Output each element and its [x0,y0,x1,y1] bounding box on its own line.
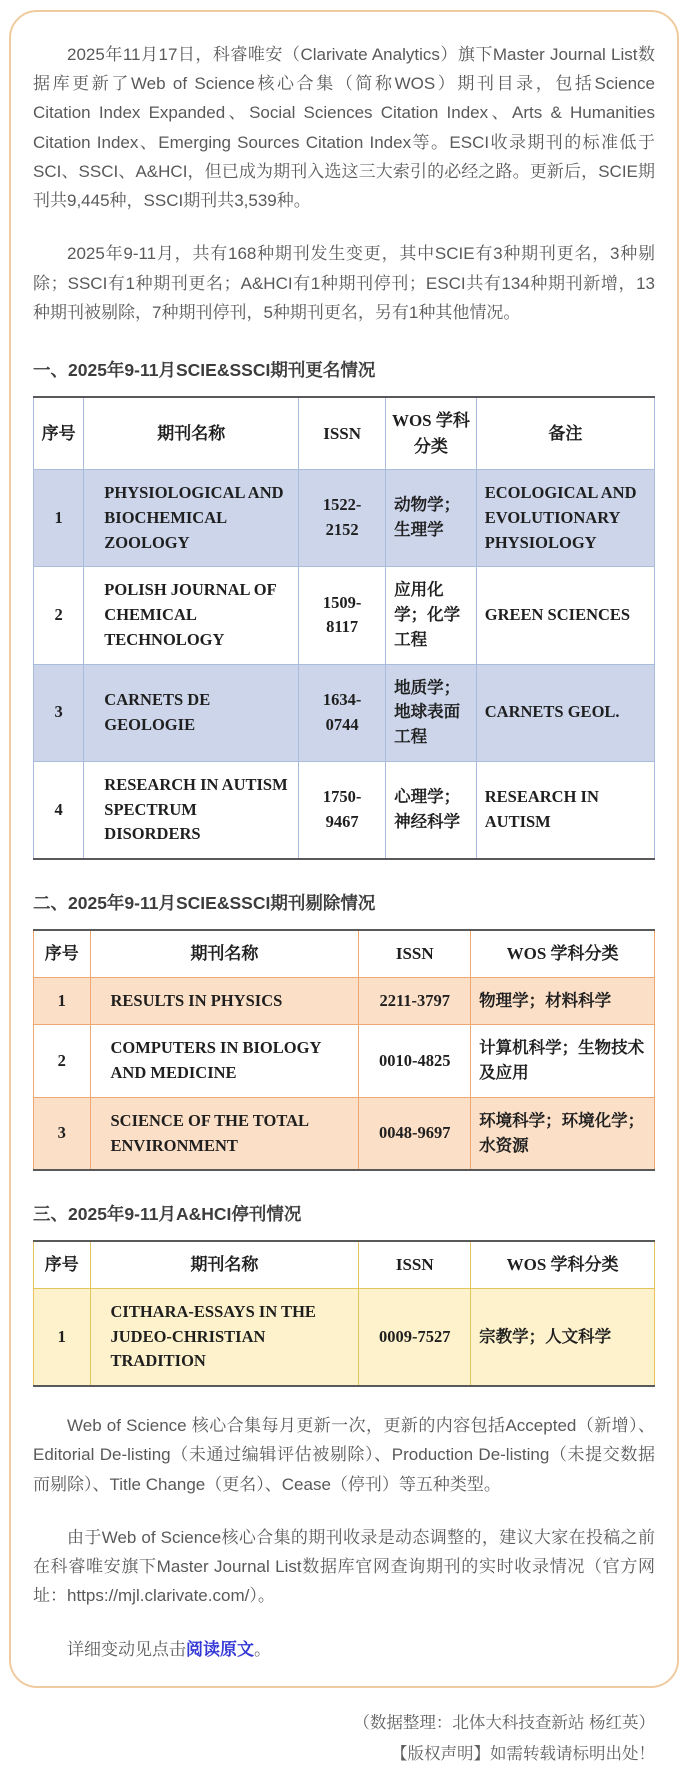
column-header: 序号 [34,930,91,977]
column-header: 序号 [34,1241,91,1288]
ceased-journals-table [33,1240,655,1387]
row-index: 2 [34,1025,91,1098]
section-delist [33,890,655,1171]
column-header: 期刊名称 [90,1241,359,1288]
footer-credit: （数据整理：北体大科技查新站 杨红英） [353,1713,655,1732]
header-row [34,1241,655,1288]
row-index: 1 [34,977,91,1025]
intro-paragraph-2: 2025年9-11月，共有168种期刊发生变更，其中SCIE有3种期刊更名，3种剔除；SSCI有1种期刊更名；A&HCI有1种期刊停刊；ESCI共有134种期刊新增，13种期刊被剔除，7种期刊停刊，5种期刊更名，另有1种其他情况。 [33,244,655,322]
column-header: 期刊名称 [84,397,299,470]
table-row [34,470,655,567]
issn: 1522-2152 [299,470,386,567]
rename-journals-table [33,396,655,860]
remark: RESEARCH IN AUTISM [476,761,654,859]
wos-category: 宗教学；人文科学 [471,1288,655,1386]
table-row [34,977,655,1025]
table-row [34,1025,655,1098]
column-header: WOS 学科分类 [386,397,477,470]
journal-name: RESEARCH IN AUTISM SPECTRUM DISORDERS [84,761,299,859]
journal-name: COMPUTERS IN BIOLOGY AND MEDICINE [90,1025,359,1098]
row-index: 3 [34,664,84,761]
wos-category: 动物学；生理学 [386,470,477,567]
read-more-suffix: 。 [254,1639,271,1659]
table-row [34,761,655,859]
issn: 0010-4825 [359,1025,471,1098]
journal-name: RESULTS IN PHYSICS [90,977,359,1025]
issn: 2211-3797 [359,977,471,1025]
remark: ECOLOGICAL AND EVOLUTIONARY PHYSIOLOGY [476,470,654,567]
read-original-link[interactable]: 阅读原文 [186,1639,254,1659]
section-3-heading: 三、2025年9-11月A&HCI停刊情况 [33,1204,302,1225]
journal-name: POLISH JOURNAL OF CHEMICAL TECHNOLOGY [84,567,299,664]
journal-name: CITHARA-ESSAYS IN THE JUDEO-CHRISTIAN TRADITION [90,1288,359,1386]
wos-category: 心理学；神经科学 [386,761,477,859]
row-index: 1 [34,1288,91,1386]
column-header: ISSN [359,1241,471,1288]
section-1-heading: 一、2025年9-11月SCIE&SSCI期刊更名情况 [33,360,376,381]
wos-category: 计算机科学；生物技术及应用 [471,1025,655,1098]
issn: 1750-9467 [299,761,386,859]
section-ceased [33,1201,655,1387]
row-index: 4 [34,761,84,859]
journal-name: SCIENCE OF THE TOTAL ENVIRONMENT [90,1097,359,1170]
wos-category: 地质学；地球表面工程 [386,664,477,761]
journal-name: CARNETS DE GEOLOGIE [84,664,299,761]
issn: 1634-0744 [299,664,386,761]
wos-category: 应用化学；化学工程 [386,567,477,664]
journal-name: PHYSIOLOGICAL AND BIOCHEMICAL ZOOLOGY [84,470,299,567]
intro-paragraph-1: 2025年11月17日，科睿唯安（Clarivate Analytics）旗下Master Journal List数据库更新了Web of Science核心合集（简称WOS）期刊目录，包括Science Citation Index Expanded、Social Sciences Citation Index、Arts & Humanities Citation Index、Emerging Sources Citation Index等。ESCI收录期刊的标准低于SCI、SSCI、A&HCI，但已成为期刊入选这三大索引的必经之路。更新后，SCIE期刊共9,445种，SSCI期刊共3,539种。 [33,45,655,211]
issn: 0048-9697 [359,1097,471,1170]
column-header: 期刊名称 [90,930,359,977]
issn: 1509-8117 [299,567,386,664]
article-card [9,10,679,1764]
delisted-journals-table [33,929,655,1171]
row-index: 3 [34,1097,91,1170]
table-row [34,664,655,761]
column-header: ISSN [359,930,471,977]
table-row [34,567,655,664]
table-row [34,1097,655,1170]
column-header: 备注 [476,397,654,470]
header-row [34,397,655,470]
article-footer [33,1708,655,1770]
column-header: ISSN [299,397,386,470]
closing-paragraph-1: Web of Science 核心合集每月更新一次，更新的内容包括Accepted（新增）、Editorial De-listing（未通过编辑评估被剔除）、Production De-listing（未提交数据而剔除）、Title Change（更名）、Cease（停刊）等五种类型。 [33,1416,655,1494]
row-index: 1 [34,470,84,567]
header-row [34,930,655,977]
wos-category: 环境科学；环境化学；水资源 [471,1097,655,1170]
remark: CARNETS GEOL. [476,664,654,761]
closing-paragraph-2: 由于Web of Science核心合集的期刊收录是动态调整的，建议大家在投稿之前在科睿唯安旗下Master Journal List数据库官网查询期刊的实时收录情况（官方网址：https://mjl.clarivate.com/）。 [33,1527,655,1606]
section-rename [33,357,655,860]
table-row [34,1288,655,1386]
read-more-paragraph [33,1635,655,1664]
read-more-prefix: 详细变动见点击 [67,1639,186,1659]
column-header: 序号 [34,397,84,470]
column-header: WOS 学科分类 [471,1241,655,1288]
wos-category: 物理学；材料科学 [471,977,655,1025]
row-index: 2 [34,567,84,664]
footer-copyright: 【版权声明】如需转载请标明出处！ [391,1745,655,1764]
section-2-heading: 二、2025年9-11月SCIE&SSCI期刊剔除情况 [33,893,376,914]
issn: 0009-7527 [359,1288,471,1386]
column-header: WOS 学科分类 [471,930,655,977]
remark: GREEN SCIENCES [476,567,654,664]
